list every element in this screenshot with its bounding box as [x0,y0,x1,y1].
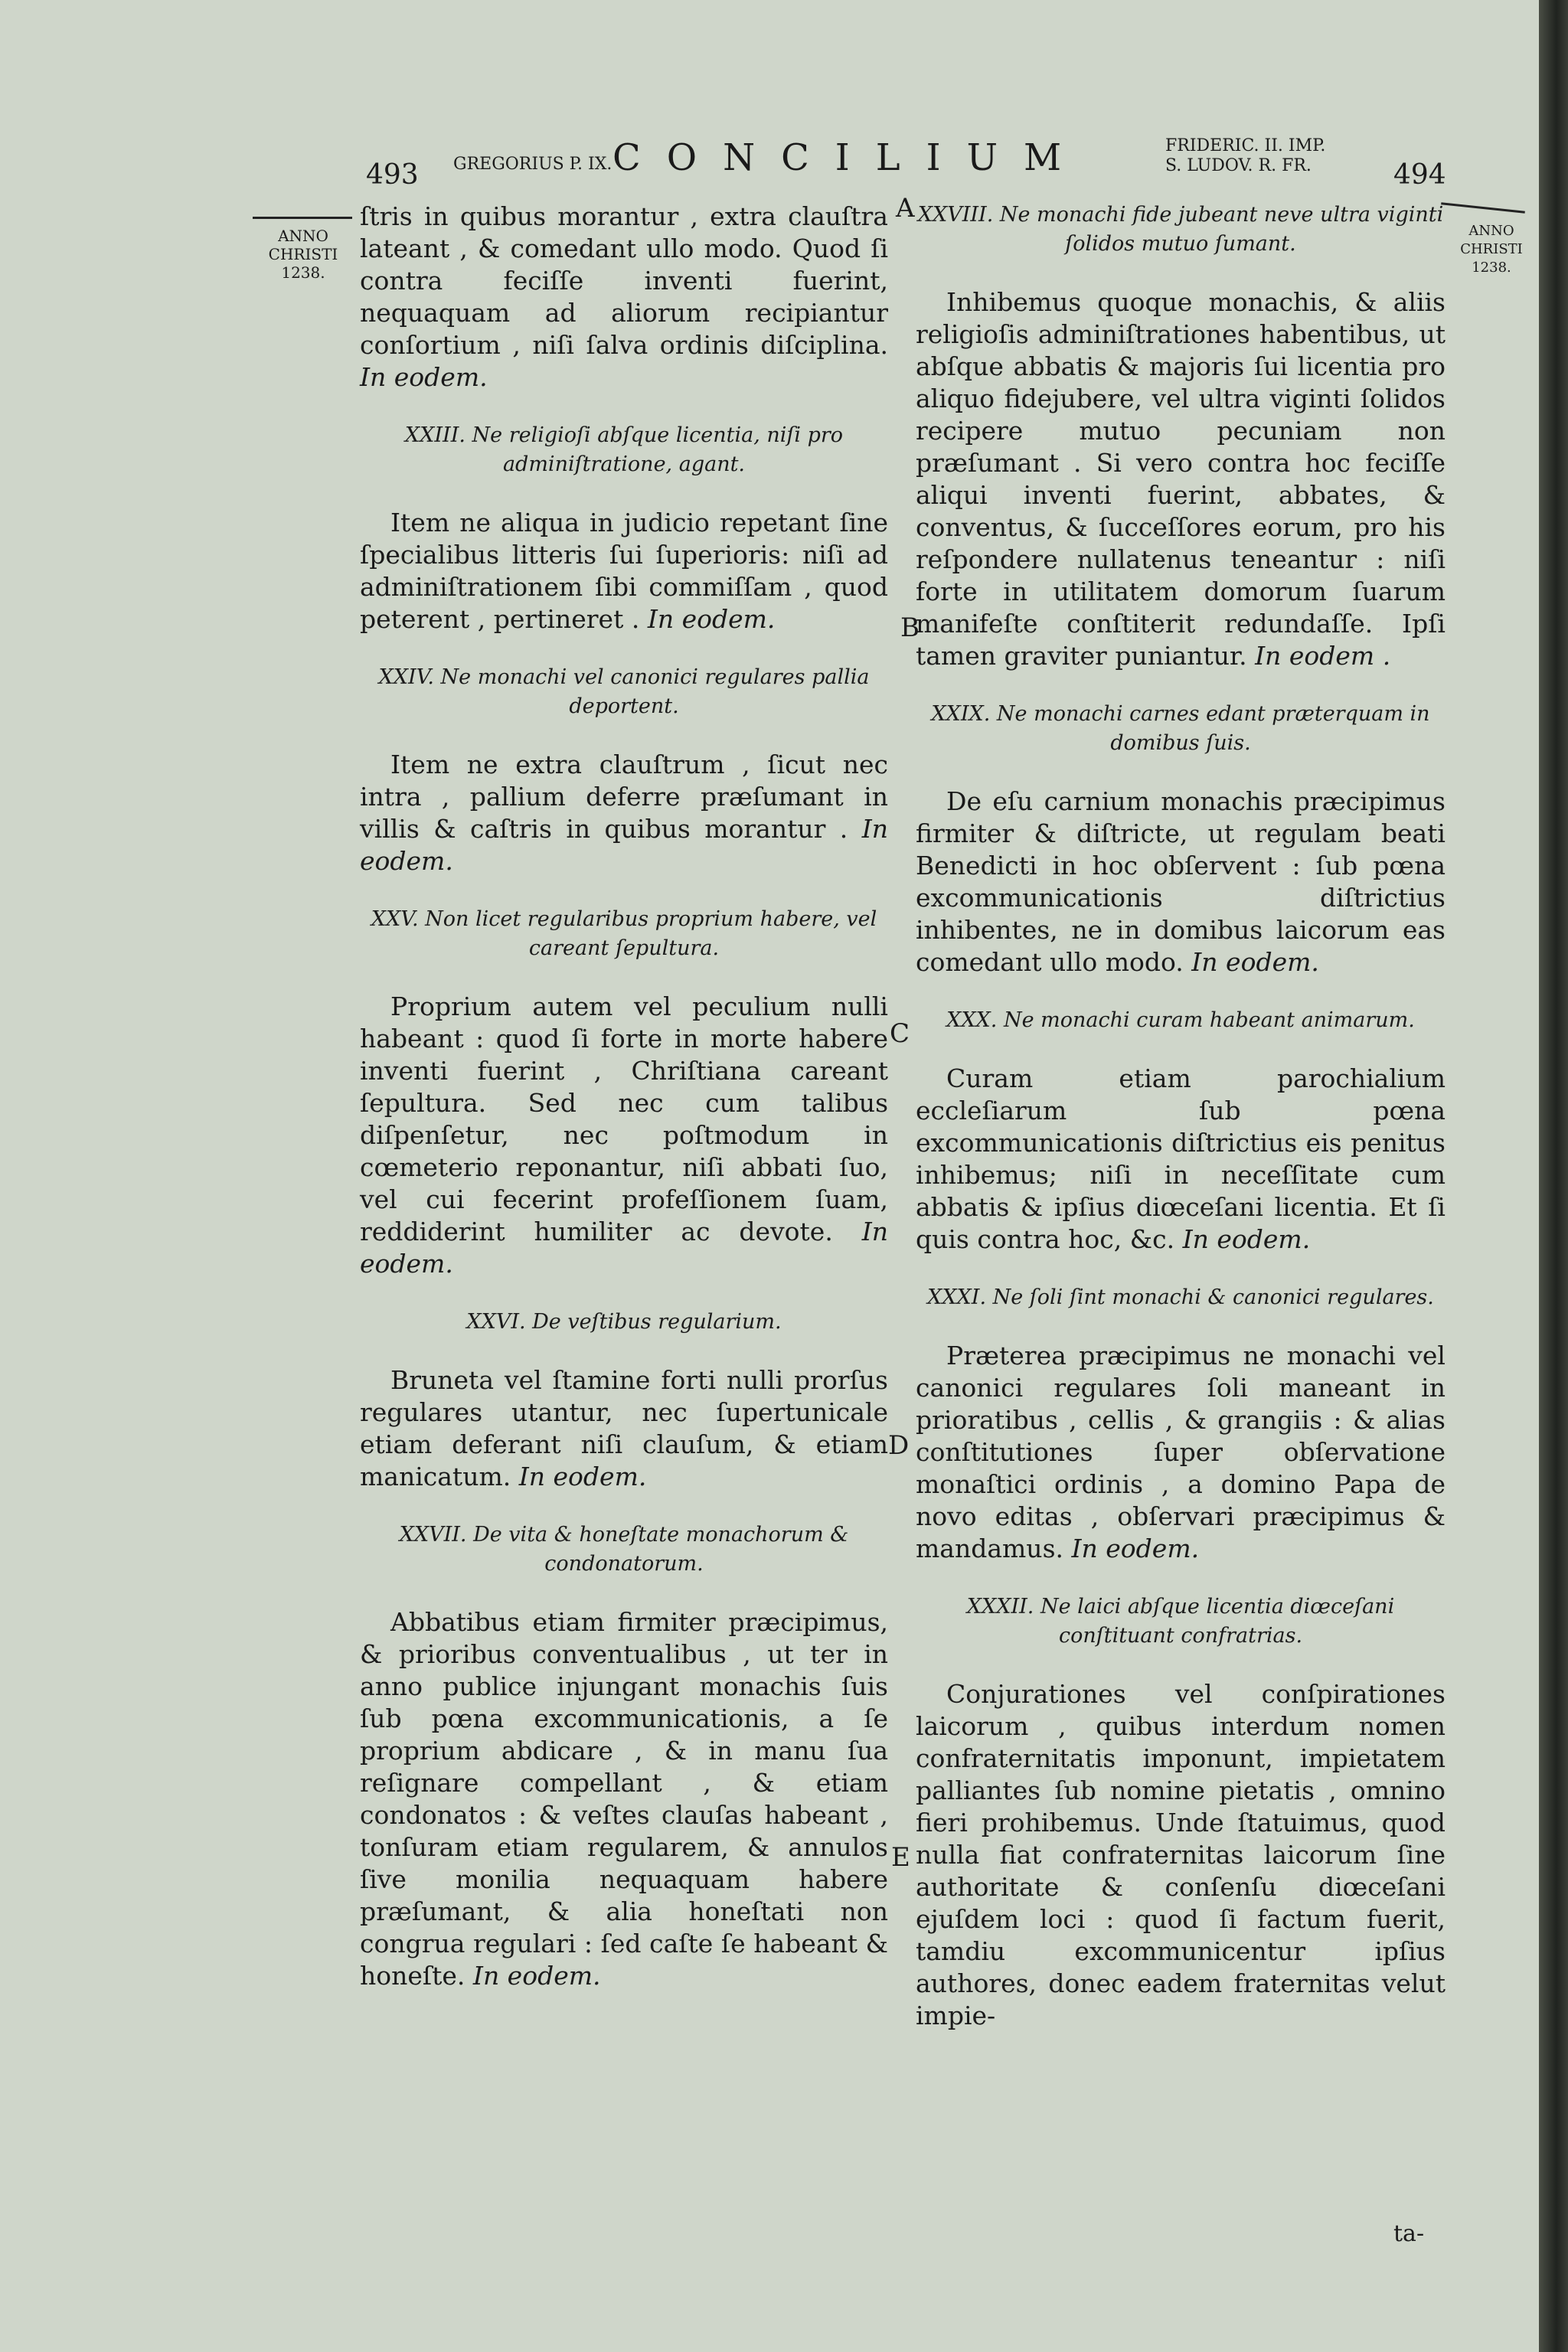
margin-rule-left [253,217,352,219]
paragraph: Inhibemus quoque monachis, & aliis religioſis adminiſtrationes habentibus, ut abſque abbatis & majoris ſui licentia pro aliquo fidejubere, vel ultra viginti ſolidos recipere mutuo pecuniam non præſumant . Si vero contra hoc feciſſe aliqui inventi fuerint, abbates, & conventus, & ſucceſſores eorum, pro his reſpondere nullatenus teneantur : niſi forte in utilitatem domorum ſuarum manifeſte conſtiterit redundaſſe. Ipſi tamen graviter puniantur. In eodem . [916,287,1446,671]
section-letter-c: C [890,1018,910,1049]
chapter-heading: XXIX. Ne monachi carnes edant præterquam in domibus ſuis. [931,702,1430,755]
paragraph: Abbatibus etiam firmiter præcipimus, & prioribus conventualibus , ut ter in anno publice injungant monachis ſuis ſub pœna excommunicationis, a ſe proprium abdicare , & in manu ſua reſignare compellant , & etiam condonatos : & veſtes clauſas habeant , tonſuram etiam regularem, & annulos ſive monilia nequaquam habere præſumant, & alia honeſtati non congrua regulari : ſed caſte ſe habeant & honeſte. In eodem. [360,1607,888,1991]
chapter-heading: XXVI. De veſtibus regularium. [466,1310,782,1334]
chapter-heading: XXIV. Ne monachi vel canonici regulares pallia deportent. [378,665,870,718]
header-title: CONCILIUM [612,136,1088,179]
source-reference: In eodem. [518,1462,647,1491]
section-letter-d: D [888,1430,910,1461]
section-letter-a: A [896,193,915,224]
paragraph: Item ne extra clauſtrum , ſicut nec intra , pallium deferre præſumant in villis & caſtris in quibus morantur . In eodem. [360,750,888,876]
paragraph: Curam etiam parochialium eccleſiarum ſub pœna excommunicationis diſtrictius eis penitus inhibemus; niſi in neceſſitate cum abbatis & ipſius diœceſani licentia. Et ſi quis contra hoc, &c. In eodem. [916,1063,1446,1254]
chapter-heading: XXIII. Ne religioſi abſque licentia, niſi pro adminiſtratione, agant. [404,423,844,476]
chapter-heading: XXXII. Ne laici abſque licentia diœceſani conſtituant confratrias. [966,1595,1395,1648]
paragraph: Proprium autem vel peculium nulli habeant : quod ſi forte in morte habere inventi fuerint , Chriſtiana careant ſepultura. Sed nec cum talibus diſpenſetur, nec poſtmodum in cœmeterio reponantur, niſi abbati ſuo, vel cui fecerint profeſſionem ſuam, reddiderint humiliter ac devote. In eodem. [360,991,888,1279]
page-number-left: 493 [366,159,419,191]
margin-note-left: ANNO CHRISTI 1238. [268,227,338,282]
header-left-note: GREGORIUS P. IX. [453,155,612,174]
source-reference: In eodem . [1255,641,1391,671]
source-reference: In eodem. [472,1961,601,1991]
chapter-heading: XXXI. Ne ſoli ſint monachi & canonici regulares. [927,1285,1434,1309]
chapter-heading: XXV. Non licet regularibus proprium habere, vel careant ſepultura. [371,907,877,960]
chapter-heading: XXVIII. Ne monachi fide jubeant neve ultra viginti ſolidos mutuo ſumant. [917,203,1444,256]
running-header [0,130,1539,191]
header-right-note [1165,136,1325,176]
source-reference: In eodem. [1182,1224,1311,1254]
paragraph: Item ne aliqua in judicio repetant ſine ſpecialibus litteris ſui ſuperioris: niſi ad adminiſtrationem ſibi commiſſam , quod peterent , pertineret . In eodem. [360,508,888,634]
right-column [916,201,1446,2060]
section-letter-b: B [900,612,920,643]
paragraph: Conjurationes vel conſpirationes laicorum , quibus interdum nomen confraternitatis imponunt, impietatem palliantes ſub nomine pietatis , omnino fieri prohibemus. Unde ſtatuimus, quod nulla fiat confraternitas laicorum ſine authoritate & conſenſu diœceſani ejuſdem loci : quod ſi factum fuerit, tamdiu excommunicentur ipſius authores, donec eadem fraternitas velut impie- [916,1679,1446,2030]
source-reference: In eodem. [1191,947,1319,977]
header-right-note-1: FRIDERIC. II. IMP. [1165,136,1326,155]
source-reference: In eodem. [360,362,488,392]
chapter-heading: XXX. Ne monachi curam habeant animarum. [946,1008,1415,1032]
header-right-note-2: S. LUDOV. R. FR. [1165,156,1312,175]
margin-note-right: ANNO CHRISTI 1238. [1460,223,1523,276]
chapter-heading: XXVII. De vita & honeſtate monachorum & condonatorum. [399,1523,849,1576]
paragraph: Præterea præcipimus ne monachi vel canonici regulares ſoli maneant in prioratibus , cellis , & grangiis : & alias conſtitutiones ſuper obſervatione monaſtici ordinis , a domino Papa de novo editas , obſervari præcipimus & mandamus. In eodem. [916,1341,1446,1563]
catchword: ta- [1393,2220,1425,2247]
left-column [360,201,888,2020]
section-letter-e: E [891,1842,910,1873]
source-reference: In eodem. [360,814,888,876]
margin-rule-right [1441,202,1525,213]
paragraph: ſtris in quibus morantur , extra clauſtra lateant , & comedant ullo modo. Quod ſi contra feciſſe inventi fuerint, nequaquam ad aliorum recipiantur conſortium , niſi ſalva ordinis diſciplina. In eodem. [360,201,888,392]
paragraph: Bruneta vel ſtamine forti nulli prorſus regulares utantur, nec ſupertunicale etiam deferant niſi clauſum, & etiam manicatum. In eodem. [360,1365,888,1491]
source-reference: In eodem. [360,1217,888,1279]
page-number-right: 494 [1393,159,1446,191]
source-reference: In eodem. [1071,1534,1200,1563]
source-reference: In eodem. [647,604,776,634]
page-gutter-edge [1539,0,1568,2352]
paragraph: De eſu carnium monachis præcipimus firmiter & diſtricte, ut regulam beati Benedicti in hoc obſervent : ſub pœna excommunicationis diſtrictius inhibentes, ne in domibus laicorum eas comedant ullo modo. In eodem. [916,786,1446,977]
